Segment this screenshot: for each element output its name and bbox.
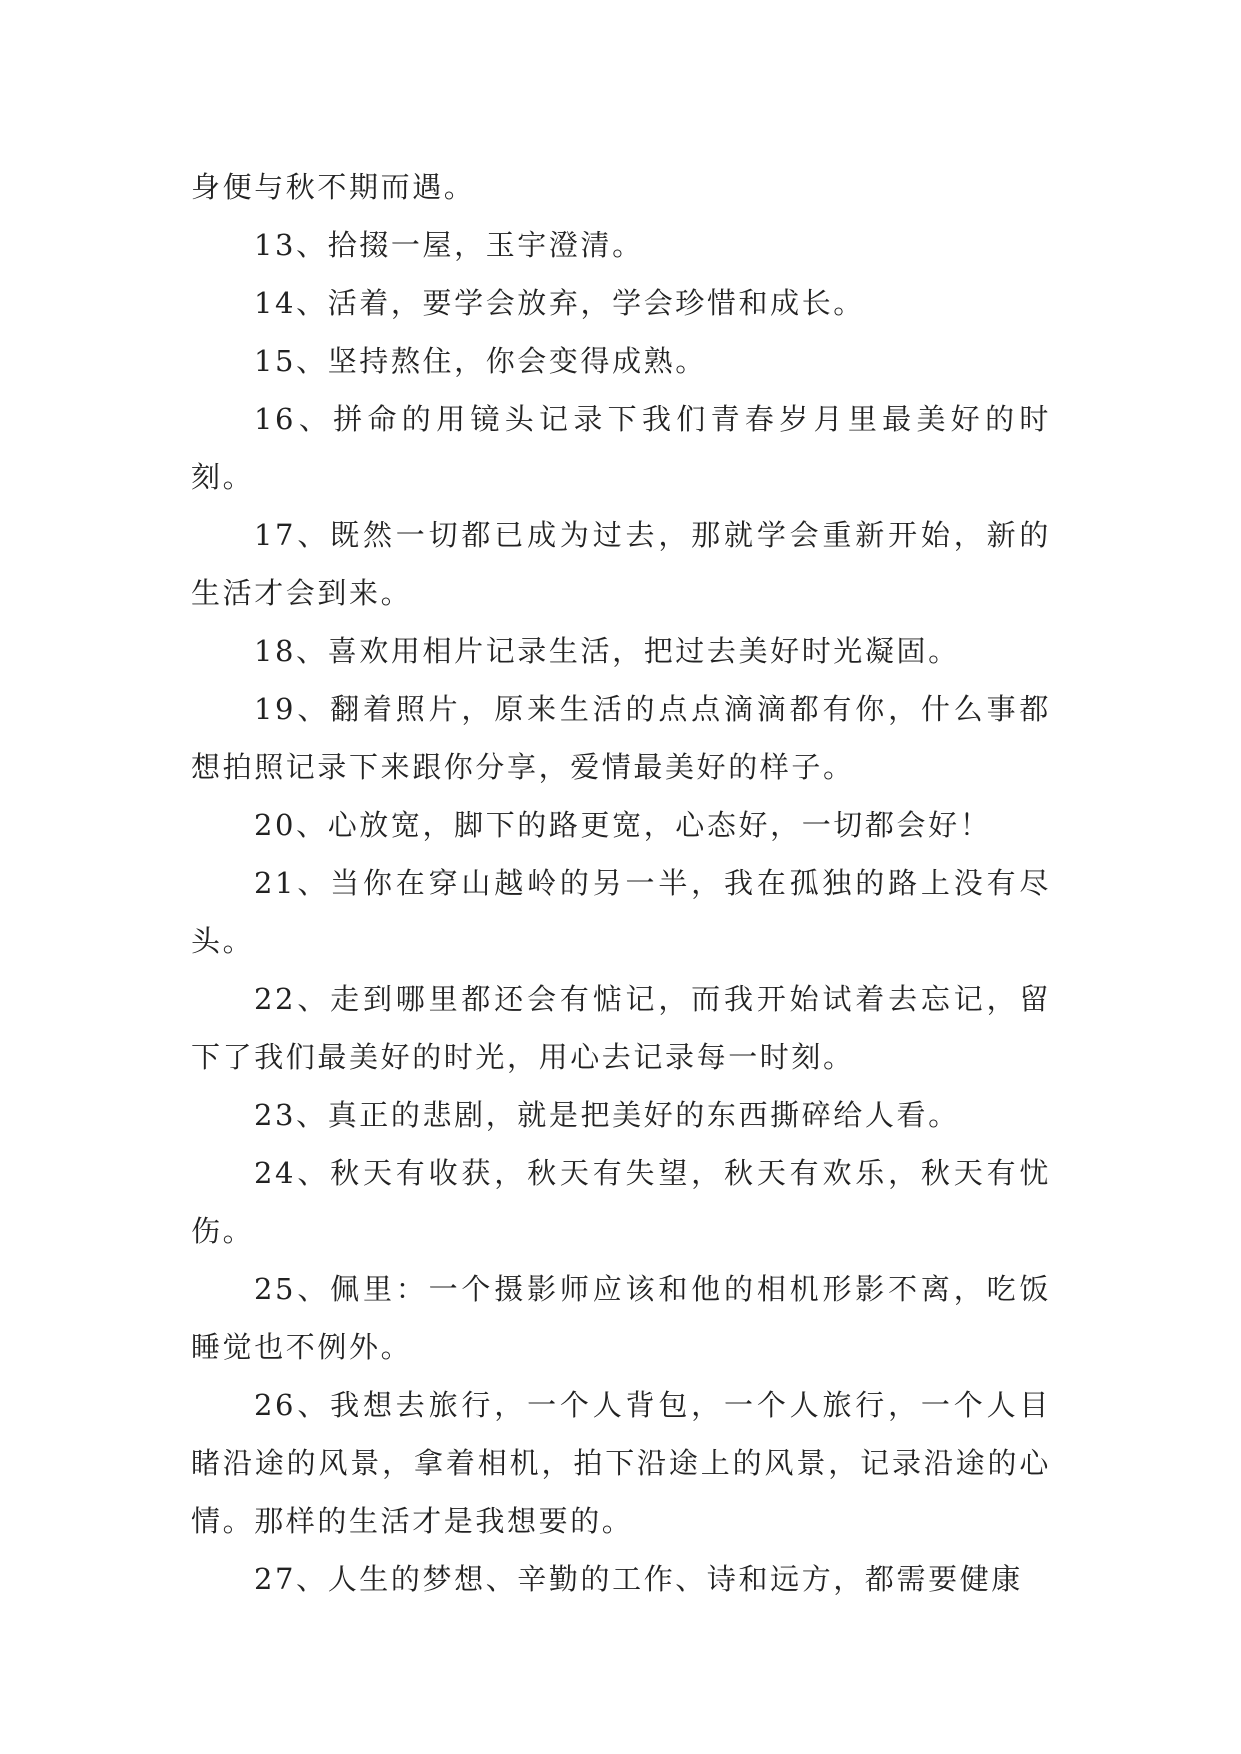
paragraph-22: 22、走到哪里都还会有惦记，而我开始试着去忘记，留下了我们最美好的时光，用心去记录每一时刻。 [191,982,1051,1074]
paragraph-13: 13、拾掇一屋，玉宇澄清。 [254,228,644,262]
paragraph-16: 16、拼命的用镜头记录下我们青春岁月里最美好的时刻。 [191,402,1051,494]
paragraph-27: 27、人生的梦想、辛勤的工作、诗和远方，都需要健康 [254,1562,1023,1596]
paragraph-25: 25、佩里：一个摄影师应该和他的相机形影不离，吃饭睡觉也不例外。 [191,1272,1051,1364]
paragraph-19: 19、翻着照片，原来生活的点点滴滴都有你，什么事都想拍照记录下来跟你分享，爱情最美好的样子。 [191,692,1051,784]
paragraph-21: 21、当你在穿山越岭的另一半，我在孤独的路上没有尽头。 [191,866,1051,958]
paragraph-23: 23、真正的悲剧，就是把美好的东西撕碎给人看。 [254,1098,960,1132]
paragraph-continuation: 身便与秋不期而遇。 [191,170,476,204]
paragraph-15: 15、坚持熬住，你会变得成熟。 [254,344,707,378]
paragraph-26: 26、我想去旅行，一个人背包，一个人旅行，一个人目睹沿途的风景，拿着相机，拍下沿途上的风景，记录沿途的心情。那样的生活才是我想要的。 [191,1388,1051,1538]
paragraph-24: 24、秋天有收获，秋天有失望，秋天有欢乐，秋天有忧伤。 [191,1156,1051,1248]
paragraph-14: 14、活着，要学会放弃，学会珍惜和成长。 [254,286,865,320]
paragraph-17: 17、既然一切都已成为过去，那就学会重新开始，新的生活才会到来。 [191,518,1051,610]
paragraph-18: 18、喜欢用相片记录生活，把过去美好时光凝固。 [254,634,960,668]
document-body [191,158,1051,1608]
paragraph-20: 20、心放宽，脚下的路更宽，心态好，一切都会好！ [254,808,992,842]
